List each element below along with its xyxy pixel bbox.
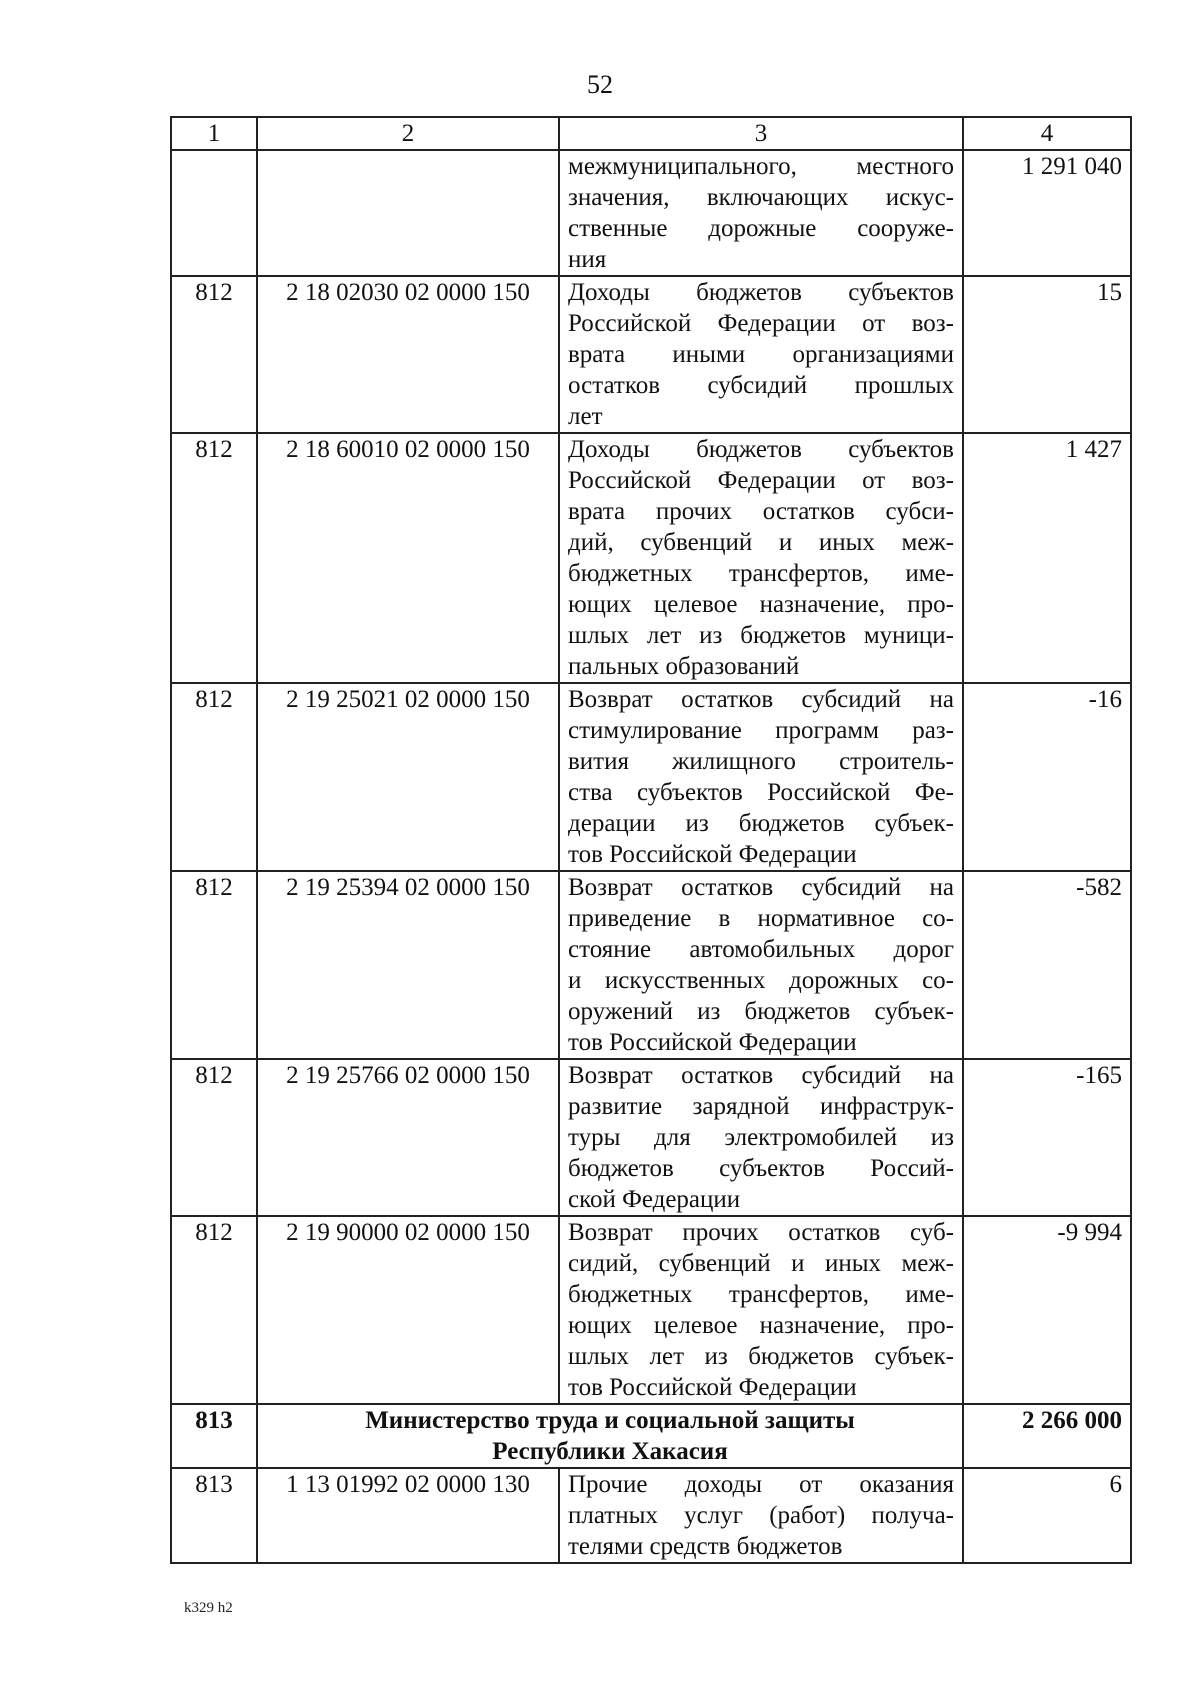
footer-code: k329 h2 [184, 1600, 233, 1616]
revenue-name-line: Доходы бюджетов субъектов [568, 279, 954, 306]
revenue-name-line: Российской Федерации от воз- [568, 310, 954, 337]
revenue-name-cell [559, 433, 963, 683]
revenue-name-line: вития жилищного строитель- [568, 748, 954, 775]
ministry-amount: 2 266 000 [963, 1404, 1131, 1468]
revenue-name-line: Возврат прочих остатков суб- [568, 1219, 954, 1246]
admin-code-cell: 812 [171, 871, 257, 1059]
revenue-name-line: тов Российской Федерации [568, 1029, 857, 1056]
revenue-name-line: шлых лет из бюджетов муници- [568, 622, 954, 649]
revenue-name-line: Прочие доходы от оказания [568, 1471, 954, 1498]
admin-code-cell: 812 [171, 1059, 257, 1216]
amount-cell: 1 427 [963, 433, 1131, 683]
admin-code-cell [171, 150, 257, 276]
revenue-name-line: значения, включающих искус- [568, 184, 954, 211]
amount-cell: -165 [963, 1059, 1131, 1216]
revenue-name-line: врата прочих остатков субси- [568, 498, 954, 525]
column-header-4: 4 [963, 117, 1131, 150]
amount-cell: 1 291 040 [963, 150, 1131, 276]
budget-classification-code-cell: 2 18 60010 02 0000 150 [257, 433, 559, 683]
table-row [171, 1059, 1131, 1216]
budget-classification-code-cell: 2 19 25766 02 0000 150 [257, 1059, 559, 1216]
revenue-name-line: стимулирование программ раз- [568, 717, 954, 744]
table-row [171, 1216, 1131, 1404]
revenue-name-line: Российской Федерации от воз- [568, 467, 954, 494]
revenue-name-line: врата иными организациями [568, 341, 954, 368]
revenue-name-line: приведение в нормативное со- [568, 905, 954, 932]
table-row [171, 433, 1131, 683]
budget-classification-code-cell: 2 19 90000 02 0000 150 [257, 1216, 559, 1404]
ministry-name-line: Министерство труда и социальной защиты [365, 1407, 855, 1434]
revenue-name-cell [559, 150, 963, 276]
admin-code-cell: 812 [171, 1216, 257, 1404]
revenue-name-line: развитие зарядной инфраструк- [568, 1093, 954, 1120]
table-row [171, 276, 1131, 433]
ministry-name-line: Республики Хакасия [492, 1438, 728, 1465]
amount-cell: -16 [963, 683, 1131, 871]
revenue-name-cell [559, 1216, 963, 1404]
column-header-3: 3 [559, 117, 963, 150]
revenue-name-line: бюджетов субъектов Россий- [568, 1155, 954, 1182]
revenue-name-cell [559, 276, 963, 433]
revenue-name-line: стояние автомобильных дорог [568, 936, 954, 963]
budget-classification-code-cell: 2 18 02030 02 0000 150 [257, 276, 559, 433]
budget-classification-code-cell: 2 19 25394 02 0000 150 [257, 871, 559, 1059]
revenue-name-line: тов Российской Федерации [568, 1374, 857, 1401]
amount-cell: 15 [963, 276, 1131, 433]
revenue-name-line: телями средств бюджетов [568, 1533, 843, 1560]
amount-cell: -9 994 [963, 1216, 1131, 1404]
ministry-row [171, 1404, 1131, 1468]
revenue-name-line: ния [568, 246, 607, 273]
revenue-name-line: бюджетных трансфертов, име- [568, 560, 954, 587]
revenue-name-line: и искусственных дорожных со- [568, 967, 954, 994]
table-row [171, 871, 1131, 1059]
revenue-name-line: дий, субвенций и иных меж- [568, 529, 954, 556]
ministry-code: 813 [171, 1404, 257, 1468]
table-header-row [171, 117, 1131, 150]
revenue-name-line: тов Российской Федерации [568, 841, 857, 868]
table-row [171, 1468, 1131, 1563]
revenue-name-line: ской Федерации [568, 1186, 741, 1213]
revenue-name-cell [559, 1468, 963, 1563]
budget-classification-code-cell [257, 150, 559, 276]
page-number: 52 [587, 70, 613, 99]
revenue-name-line: Доходы бюджетов субъектов [568, 436, 954, 463]
table-row [171, 683, 1131, 871]
budget-classification-code-cell: 2 19 25021 02 0000 150 [257, 683, 559, 871]
revenue-name-cell [559, 1059, 963, 1216]
ministry-name [257, 1404, 963, 1468]
admin-code-cell: 812 [171, 433, 257, 683]
revenue-name-line: Возврат остатков субсидий на [568, 1062, 954, 1089]
revenue-name-line: межмуниципального, местного [568, 153, 954, 180]
amount-cell: 6 [963, 1468, 1131, 1563]
revenue-name-line: пальных образований [568, 653, 800, 680]
revenue-name-line: ющих целевое назначение, про- [568, 1312, 954, 1339]
revenue-name-line: ственные дорожные сооруже- [568, 215, 954, 242]
revenue-name-line: Возврат остатков субсидий на [568, 686, 954, 713]
column-header-1: 1 [171, 117, 257, 150]
amount-cell: -582 [963, 871, 1131, 1059]
revenue-name-line: дерации из бюджетов субъек- [568, 810, 954, 837]
revenue-name-line: шлых лет из бюджетов субъек- [568, 1343, 954, 1370]
revenue-name-line: бюджетных трансфертов, име- [568, 1281, 954, 1308]
admin-code-cell: 813 [171, 1468, 257, 1563]
revenue-name-cell [559, 683, 963, 871]
revenue-name-line: оружений из бюджетов субъек- [568, 998, 954, 1025]
revenue-name-line: лет [568, 403, 603, 430]
budget-classification-code-cell: 1 13 01992 02 0000 130 [257, 1468, 559, 1563]
revenue-name-line: платных услуг (работ) получа- [568, 1502, 954, 1529]
budget-revenue-table [170, 116, 1132, 1564]
revenue-name-line: Возврат остатков субсидий на [568, 874, 954, 901]
table-body [171, 150, 1131, 1563]
revenue-name-line: ющих целевое назначение, про- [568, 591, 954, 618]
table-row [171, 150, 1131, 276]
column-header-2: 2 [257, 117, 559, 150]
admin-code-cell: 812 [171, 276, 257, 433]
revenue-name-line: туры для электромобилей из [568, 1124, 954, 1151]
revenue-name-line: ства субъектов Российской Фе- [568, 779, 954, 806]
admin-code-cell: 812 [171, 683, 257, 871]
revenue-name-line: остатков субсидий прошлых [568, 372, 954, 399]
revenue-name-line: сидий, субвенций и иных меж- [568, 1250, 954, 1277]
revenue-name-cell [559, 871, 963, 1059]
